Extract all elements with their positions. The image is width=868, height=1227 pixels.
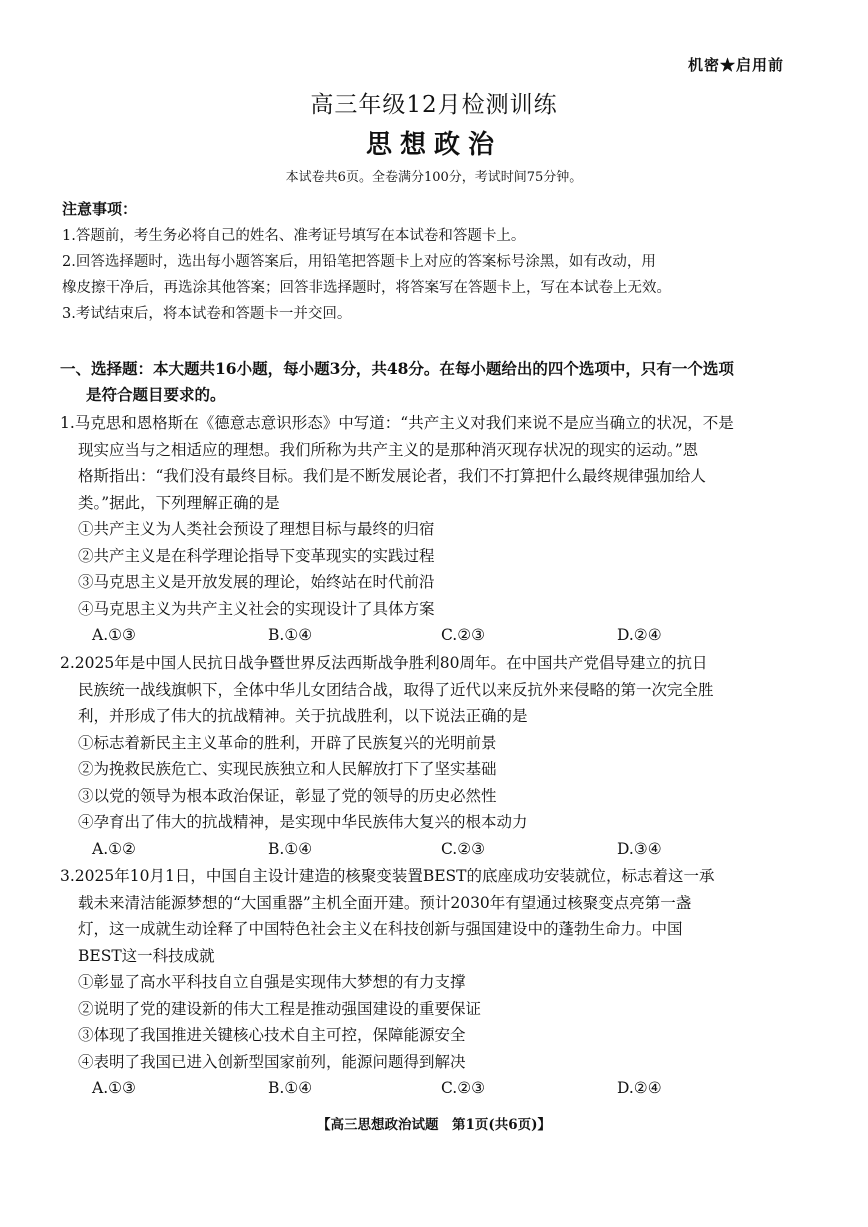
question-option: ②共产主义是在科学理论指导下变革现实的实践过程 (78, 546, 435, 565)
question-option: ③以党的领导为根本政治保证，彰显了党的领导的历史必然性 (78, 786, 497, 805)
question-option: ④孕育出了伟大的抗战精神，是实现中华民族伟大复兴的根本动力 (78, 813, 528, 831)
choice-b: B.①④ (268, 626, 313, 644)
question-stem-line: 3.2025年10月1日，中国自主设计建造的核聚变装置BEST的底座成功安装就位，标志着这一承 (60, 867, 715, 885)
question-stem-line: 利，并形成了伟大的抗战精神。关于抗战胜利，以下说法正确的是 (78, 707, 528, 725)
question-stem-line: 现实应当与之相适应的理想。我们所称为共产主义的是那种消灭现存状况的现实的运动。”恩 (78, 440, 699, 459)
question-stem-line: 2.2025年是中国人民抗日战争暨世界反法西斯战争胜利80周年。在中国共产党倡导建立的抗日 (60, 654, 708, 672)
choice-a: A.①② (92, 839, 136, 858)
section-heading-line: 一、选择题：本大题共16小题，每小题3分，共48分。在每小题给出的四个选项中，只有一个选项 (60, 359, 734, 378)
choice-d: D.②④ (617, 626, 662, 644)
exam-title: 高三年级12月检测训练 (310, 92, 558, 118)
page-footer: 【高三思想政治试题 第1页(共6页)】 (316, 1117, 552, 1133)
question-2 (60, 650, 820, 862)
question-1 (60, 410, 820, 648)
choice-a: A.①③ (92, 626, 136, 644)
question-option: ②说明了党的建设新的伟大工程是推动强国建设的重要保证 (78, 999, 482, 1018)
question-stem-line: 格斯指出：“我们没有最终目标。我们是不断发展论者，我们不打算把什么最终规律强加给人 (78, 467, 706, 485)
choice-a: A.①③ (92, 1079, 136, 1097)
notice-item: 2.回答选择题时，选出每小题答案后，用铅笔把答题卡上对应的答案标号涂黑，如有改动，用 (62, 254, 656, 270)
choice-c: C.②③ (441, 626, 486, 644)
question-option: ④表明了我国已进入创新型国家前列，能源问题得到解决 (78, 1052, 466, 1071)
choice-c: C.②③ (441, 1079, 486, 1097)
section-heading-line: 是符合题目要求的。 (86, 385, 226, 404)
question-option: ②为挽救民族危亡、实现民族独立和人民解放打下了坚实基础 (78, 760, 497, 778)
notice-heading: 注意事项： (62, 200, 138, 218)
subject-title: 思想政治 (365, 130, 502, 160)
confidential-label: 机密★启用前 (687, 56, 784, 74)
question-option: ④马克思主义为共产主义社会的实现设计了具体方案 (78, 599, 435, 618)
choice-b: B.①④ (268, 1079, 313, 1097)
answer-choices (60, 622, 820, 648)
question-option: ①共产主义为人类社会预设了理想目标与最终的归宿 (78, 520, 435, 538)
notice-item: 3.考试结束后，将本试卷和答题卡一并交回。 (62, 306, 352, 322)
question-stem-line: 灯，这一成就生动诠释了中国特色社会主义在科技创新与强国建设中的蓬勃生命力。中国 (78, 920, 683, 938)
question-option: ①标志着新民主主义革命的胜利，开辟了民族复兴的光明前景 (78, 733, 497, 752)
choice-d: D.②④ (617, 1079, 662, 1097)
choice-c: C.②③ (441, 839, 486, 858)
answer-choices (60, 1075, 820, 1101)
question-option: ③马克思主义是开放发展的理论，始终站在时代前沿 (78, 573, 435, 591)
section-heading (60, 356, 820, 408)
notice-item: 橡皮擦干净后，再选涂其他答案；回答非选择题时，将答案写在答题卡上，写在本试卷上无效。 (62, 280, 671, 296)
question-stem-line: 载未来清洁能源梦想的“大国重器”主机全面开建。预计2030年有望通过核聚变点亮第一盏 (78, 893, 692, 912)
question-stem-line: 民族统一战线旗帜下，全体中华儿女团结合战，取得了近代以来反抗外来侵略的第一次完全胜 (78, 680, 714, 699)
exam-info: 本试卷共6页。全卷满分100分，考试时间75分钟。 (285, 170, 583, 185)
question-stem-line: 类。”据此，下列理解正确的是 (78, 493, 280, 512)
choice-d: D.③④ (617, 839, 662, 858)
question-3 (60, 863, 820, 1101)
question-option: ③体现了我国推进关键核心技术自主可控，保障能源安全 (78, 1026, 466, 1044)
question-option: ①彰显了高水平科技自立自强是实现伟大梦想的有力支撑 (78, 973, 466, 991)
answer-choices (60, 836, 820, 862)
question-stem-line: BEST这一科技成就 (78, 946, 215, 965)
choice-b: B.①④ (268, 839, 313, 858)
question-stem-line: 1.马克思和恩格斯在《德意志意识形态》中写道：“共产主义对我们来说不是应当确立的状况，不是 (60, 414, 734, 432)
notice-item: 1.答题前，考生务必将自己的姓名、准考证号填写在本试卷和答题卡上。 (62, 228, 526, 244)
